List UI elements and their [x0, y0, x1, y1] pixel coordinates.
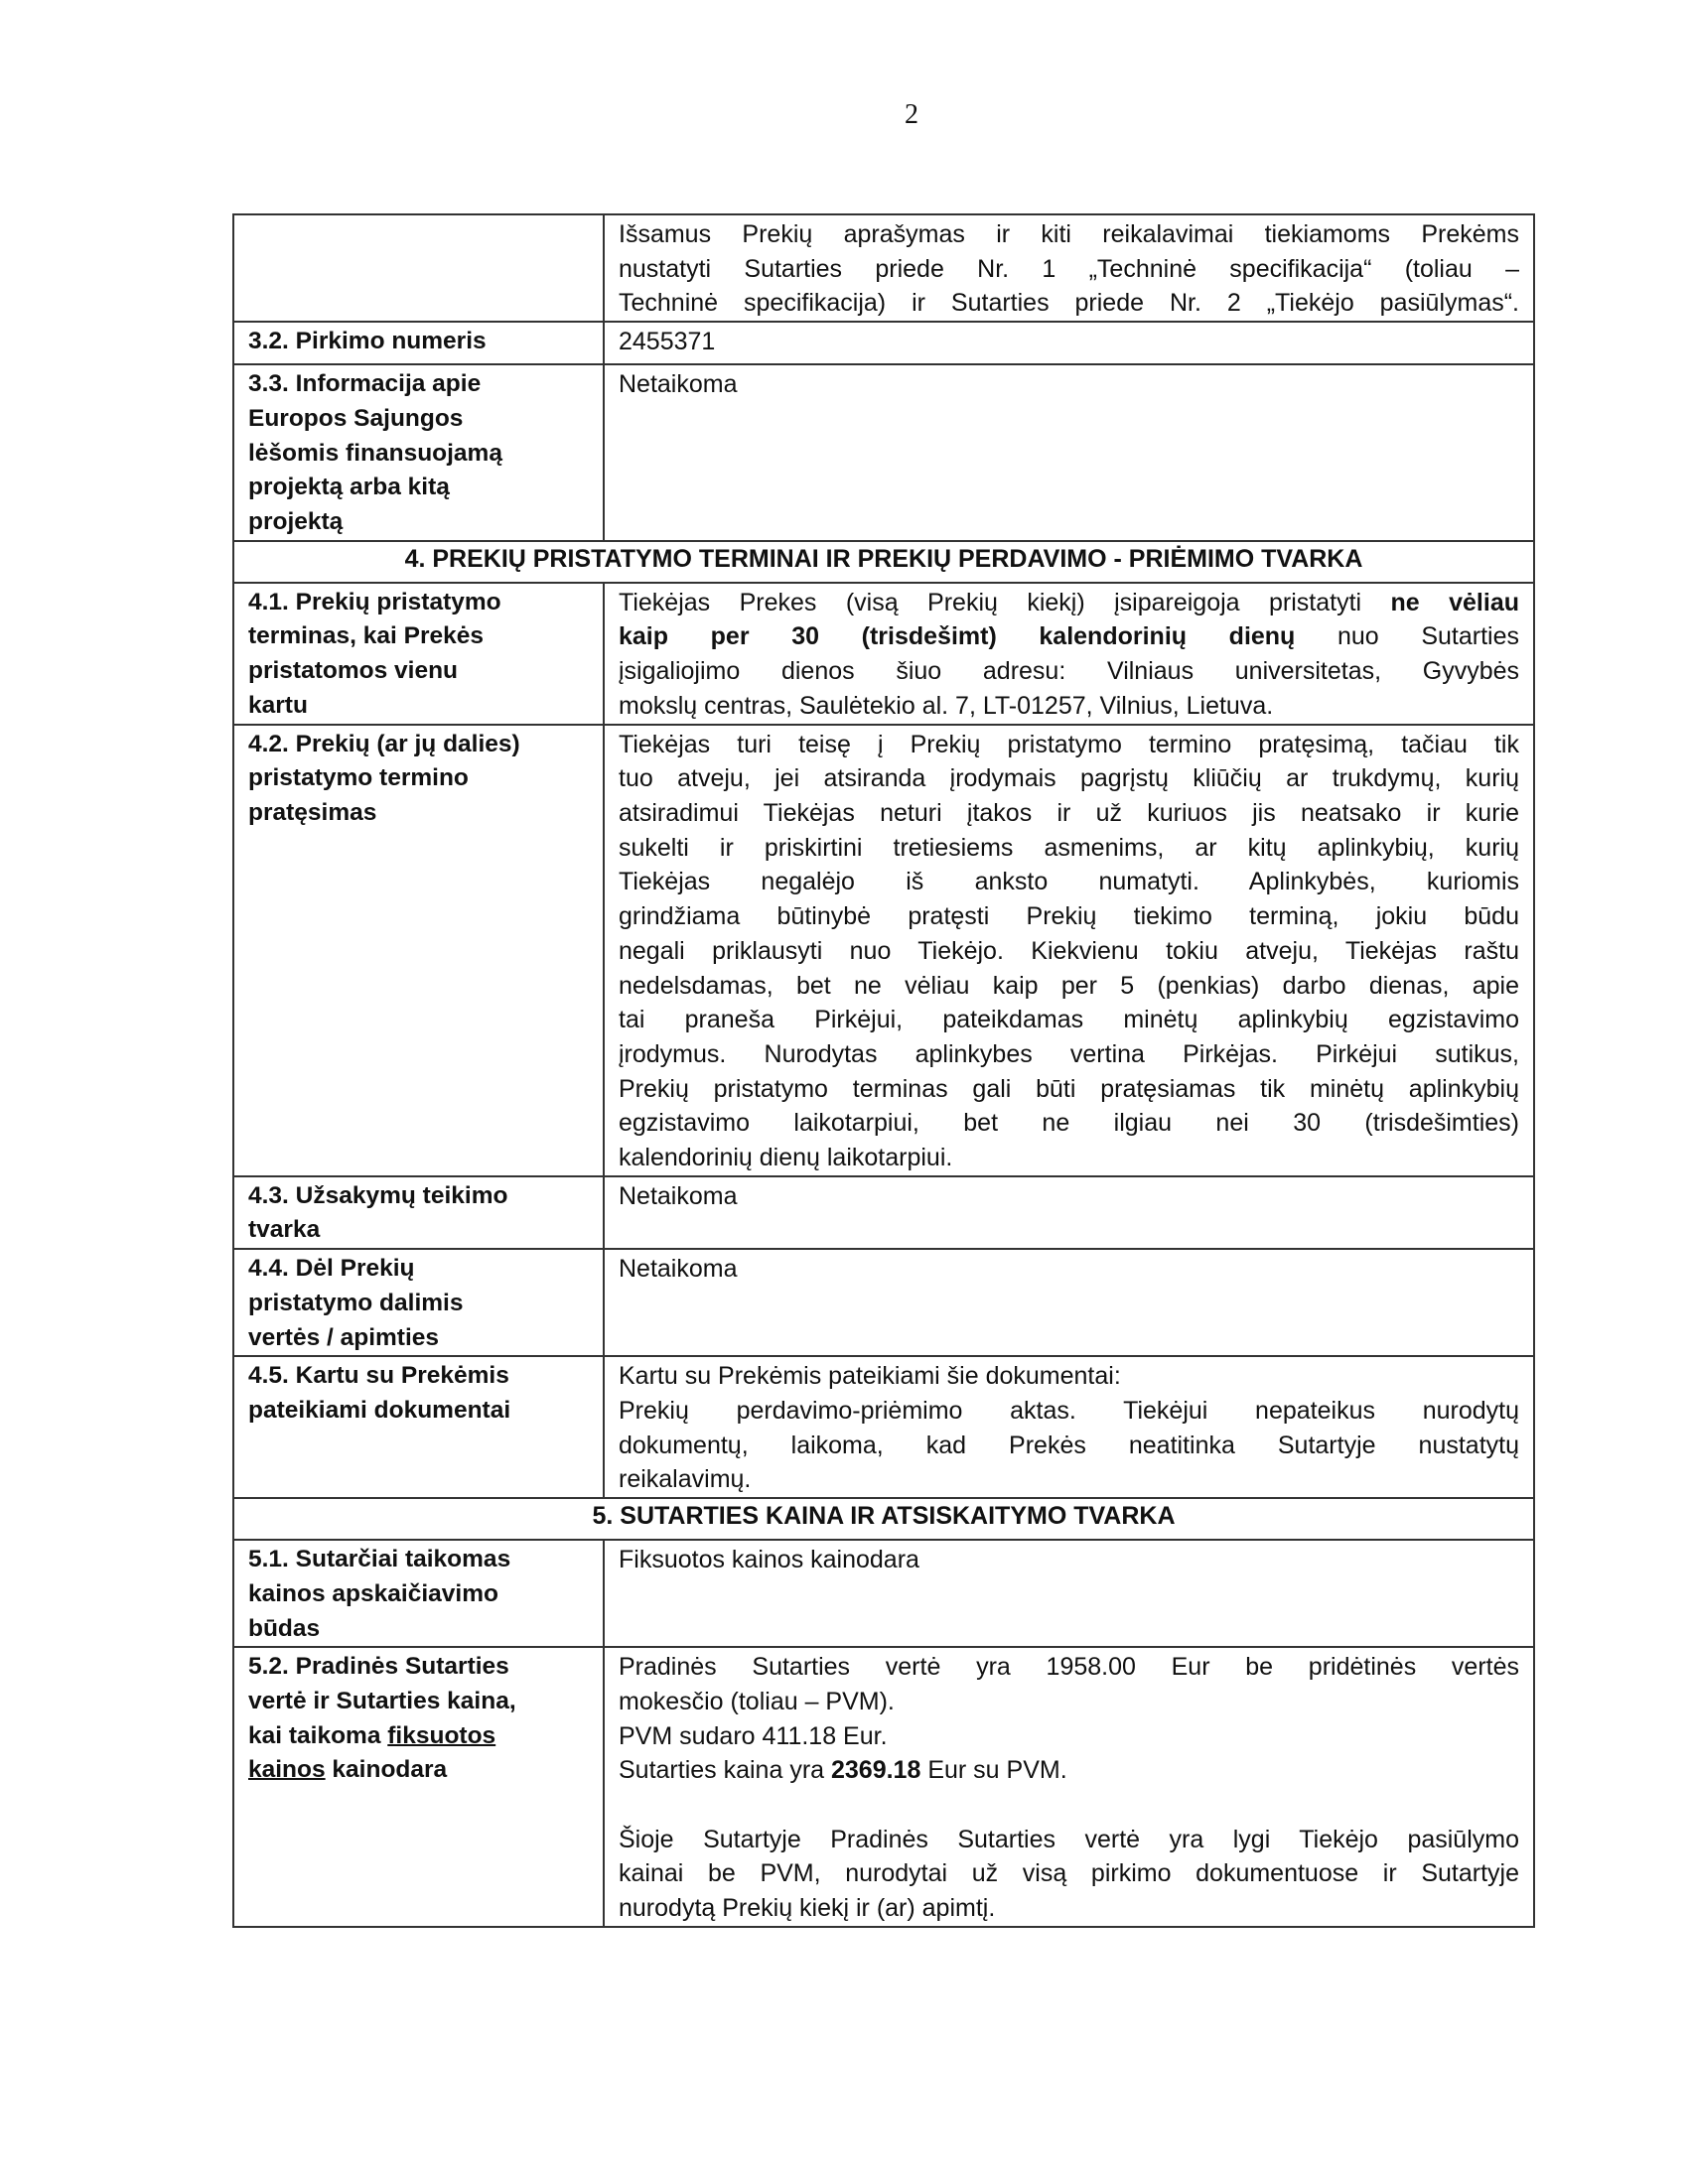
- bold-text: ne vėliau: [1390, 588, 1519, 616]
- contract-price: 2369.18: [831, 1756, 921, 1785]
- label-line: būdas: [248, 1614, 321, 1642]
- table-row: [233, 1176, 1534, 1249]
- section-heading-row: [233, 541, 1534, 583]
- row-label: [233, 1356, 604, 1498]
- text-line: įrodymus. Nurodytas aplinkybes vertina Pirkėjas. Pirkėjui sutikus,: [619, 1039, 1519, 1068]
- label-line: 5.1. Sutarčiai taikomas: [248, 1546, 511, 1573]
- table-row: [233, 364, 1534, 541]
- text-line: Pradinės Sutarties vertė yra 1958.00 Eur be pridėtinės vertės: [619, 1653, 1519, 1682]
- row-label: [233, 364, 604, 541]
- row-value: Netaikoma: [604, 1249, 1534, 1356]
- label-line: 4.5. Kartu su Prekėmis: [248, 1362, 509, 1390]
- text-line: Šioje Sutartyje Pradinės Sutarties vertė yra lygi Tiekėjo pasiūlymo: [619, 1825, 1519, 1853]
- text-line: Tiekėjas negalėjo iš anksto numatyti. Aplinkybės, kuriomis: [619, 868, 1519, 896]
- label-line: pratęsimas: [248, 799, 377, 827]
- label-line: 4.3. Užsakymų teikimo: [248, 1181, 508, 1209]
- contract-table: [232, 213, 1535, 1928]
- text: kai taikoma: [248, 1721, 388, 1749]
- row-value: [604, 1647, 1534, 1927]
- section-4-heading: 4. PREKIŲ PRISTATYMO TERMINAI IR PREKIŲ PERDAVIMO - PRIĖMIMO TVARKA: [233, 541, 1534, 583]
- text-line: Prekių perdavimo-priėmimo aktas. Tiekėjui nepateikus nurodytų: [619, 1396, 1519, 1425]
- blank-line: [619, 1788, 1519, 1823]
- label-line: 3.3. Informacija apie: [248, 370, 482, 398]
- bold-text: kaip per 30 (trisdešimt) kalendorinių dienų: [619, 622, 1296, 651]
- row-value: [604, 214, 1534, 322]
- text-line: mokslų centras, Saulėtekio al. 7, LT-01257, Vilnius, Lietuva.: [619, 691, 1274, 720]
- label-line: 4.2. Prekių (ar jų dalies): [248, 730, 520, 757]
- underlined-text: fiksuotos: [387, 1721, 496, 1749]
- text-line: mokesčio (toliau – PVM).: [619, 1687, 895, 1715]
- row-value: Netaikoma: [604, 364, 1534, 541]
- row-label: [233, 1249, 604, 1356]
- label-line: kartu: [248, 691, 308, 719]
- text-line: tuo atveju, jei atsiranda įrodymais pagrįstų kliūčių ar trukdymų, kurių: [619, 764, 1519, 793]
- table-row: [233, 1540, 1534, 1647]
- row-label: [233, 1540, 604, 1647]
- label-line: lėšomis finansuojamą: [248, 439, 502, 467]
- label-line: pristatymo termino: [248, 764, 469, 792]
- row-label: [233, 1647, 604, 1927]
- text-line: reikalavimų.: [619, 1465, 752, 1494]
- row-value: Netaikoma: [604, 1176, 1534, 1249]
- row-value: 2455371: [604, 322, 1534, 364]
- label-line: kainos apskaičiavimo: [248, 1579, 498, 1607]
- label-line: tvarka: [248, 1216, 321, 1244]
- text-line: [619, 619, 1519, 654]
- text-line: kalendorinių dienų laikotarpiui.: [619, 1144, 953, 1172]
- label-line: projektą: [248, 507, 344, 535]
- row-value: [604, 583, 1534, 725]
- row-label: [233, 214, 604, 322]
- label-line: [248, 1719, 589, 1754]
- table-row: [233, 1249, 1534, 1356]
- text: Sutarties kaina yra: [619, 1756, 831, 1785]
- label-line: vertė ir Sutarties kaina,: [248, 1687, 516, 1714]
- text-line: PVM sudaro 411.18 Eur.: [619, 1721, 888, 1750]
- text-line: [619, 1753, 1519, 1788]
- text-line: nustatyti Sutarties priede Nr. 1 „Techninė specifikacija“ (toliau –: [619, 254, 1519, 283]
- label-line: 4.4. Dėl Prekių: [248, 1255, 415, 1283]
- text-line: Techninė specifikacija) ir Sutarties priede Nr. 2 „Tiekėjo pasiūlymas“.: [619, 289, 1519, 318]
- text-line: nurodytą Prekių kiekį ir (ar) apimtį.: [619, 1894, 996, 1923]
- text-line: egzistavimo laikotarpiui, bet ne ilgiau nei 30 (trisdešimties): [619, 1109, 1519, 1138]
- label-line: projektą arba kitą: [248, 474, 450, 501]
- page-number: 2: [905, 99, 918, 130]
- table-row: [233, 583, 1534, 725]
- text-line: Tiekėjas turi teisę į Prekių pristatymo termino pratęsimą, tačiau tik: [619, 730, 1519, 758]
- text-line: įsigaliojimo dienos šiuo adresu: Vilniaus universitetas, Gyvybės: [619, 657, 1519, 686]
- label-line: [248, 1753, 589, 1788]
- text-line: nedelsdamas, bet ne vėliau kaip per 5 (penkias) darbo dienas, apie: [619, 971, 1519, 1000]
- text-line: grindžiama būtinybė pratęsti Prekių tiekimo terminą, jokiu būdu: [619, 902, 1519, 931]
- text-line: dokumentų, laikoma, kad Prekės neatitinka Sutartyje nustatytų: [619, 1431, 1519, 1459]
- row-value: [604, 725, 1534, 1176]
- row-label: [233, 1176, 604, 1249]
- text-line: Prekių pristatymo terminas gali būti pratęsiamas tik minėtų aplinkybių: [619, 1074, 1519, 1103]
- label-line: pristatomos vienu: [248, 657, 459, 685]
- label-line: 4.1. Prekių pristatymo: [248, 588, 501, 615]
- text-line: Išsamus Prekių aprašymas ir kiti reikalavimai tiekiamoms Prekėms: [619, 220, 1519, 248]
- label-line: 5.2. Pradinės Sutarties: [248, 1653, 509, 1681]
- label-line: pristatymo dalimis: [248, 1289, 464, 1316]
- section-heading-row: [233, 1498, 1534, 1540]
- table-row: [233, 1647, 1534, 1927]
- text: kainodara: [325, 1756, 448, 1784]
- row-label: [233, 725, 604, 1176]
- label-line: pateikiami dokumentai: [248, 1396, 511, 1424]
- label-line: terminas, kai Prekės: [248, 622, 484, 650]
- text-line: atsiradimui Tiekėjas neturi įtakos ir už kuriuos jis neatsako ir kurie: [619, 799, 1519, 828]
- label-line: vertės / apimties: [248, 1323, 440, 1351]
- text: Eur su PVM.: [920, 1756, 1067, 1785]
- text-line: [619, 586, 1519, 620]
- text-line: Kartu su Prekėmis pateikiami šie dokumentai:: [619, 1362, 1121, 1391]
- table-row: [233, 214, 1534, 322]
- table-row: [233, 725, 1534, 1176]
- table-row: [233, 322, 1534, 364]
- row-value: [604, 1356, 1534, 1498]
- row-value: Fiksuotos kainos kainodara: [604, 1540, 1534, 1647]
- text-line: negali priklausyti nuo Tiekėjo. Kiekvienu tokiu atveju, Tiekėjas raštu: [619, 936, 1519, 965]
- text-line: tai praneša Pirkėjui, pateikdamas minėtų aplinkybių egzistavimo: [619, 1006, 1519, 1034]
- text: nuo Sutarties: [1336, 622, 1519, 651]
- section-5-heading: 5. SUTARTIES KAINA IR ATSISKAITYMO TVARKA: [233, 1498, 1534, 1540]
- row-label: 3.2. Pirkimo numeris: [233, 322, 604, 364]
- text-line: sukelti ir priskirtini tretiesiems asmenims, ar kitų aplinkybių, kurių: [619, 833, 1519, 862]
- label-line: Europos Sajungos: [248, 404, 464, 432]
- text: Tiekėjas Prekes (visą Prekių kiekį) įsipareigoja pristatyti: [619, 588, 1362, 616]
- row-label: [233, 583, 604, 725]
- text-line: kainai be PVM, nurodytai už visą pirkimo dokumentuose ir Sutartyje: [619, 1859, 1519, 1888]
- table-row: [233, 1356, 1534, 1498]
- underlined-text: kainos: [248, 1756, 326, 1784]
